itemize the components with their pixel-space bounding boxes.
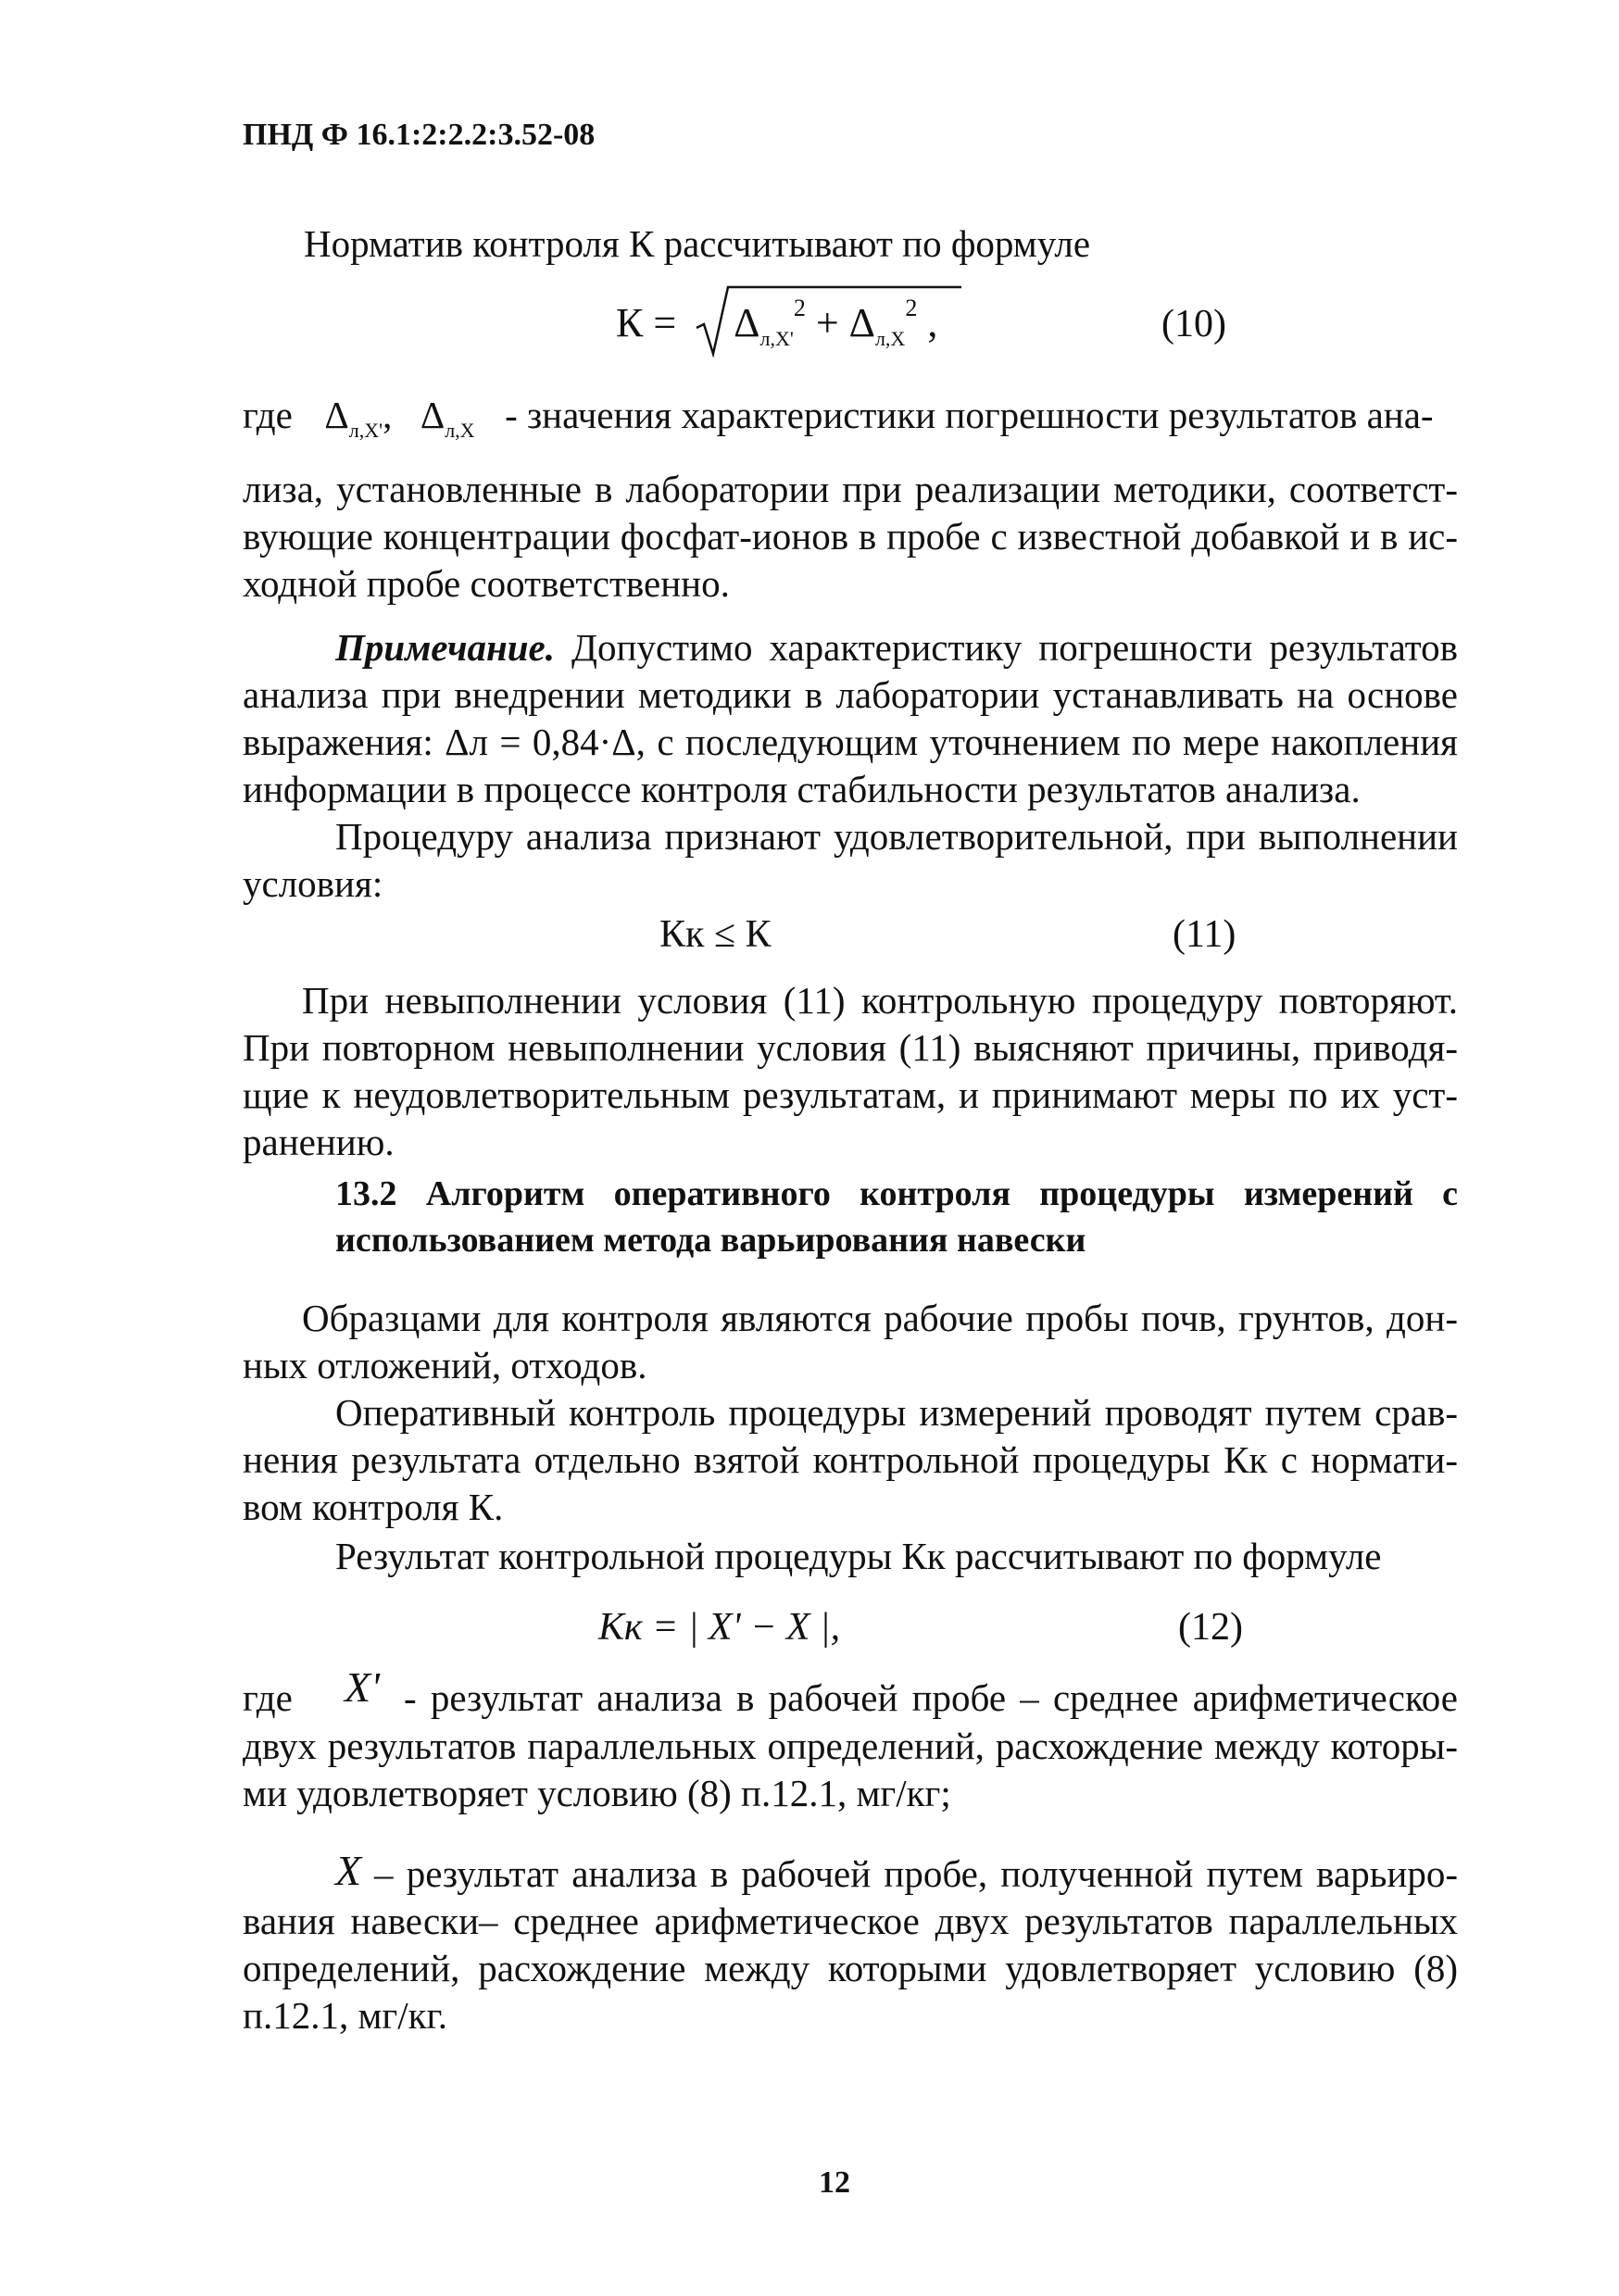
- formula-12: Кк = | X' − X |,: [598, 1606, 841, 1649]
- formula-10-plus: +: [815, 300, 839, 345]
- where-12-line2: двух результатов параллельных определений, расхождение между которы-: [243, 1725, 1458, 1767]
- equation-number-12: (12): [1178, 1606, 1243, 1649]
- formula-10-sup1: 2: [793, 295, 806, 321]
- where-10-sub2: л,Х: [445, 419, 475, 442]
- formula-10-lhs: К =: [616, 300, 677, 345]
- where-10-prefix: где: [243, 394, 293, 436]
- xdef-line1: – результат анализа в рабочей пробе, полученной путем варьиро-: [374, 1852, 1458, 1895]
- intro-line: Норматив контроля К рассчитывают по формуле: [304, 222, 1091, 265]
- note-label: Примечание.: [335, 626, 555, 669]
- document-code-header: ПНД Ф 16.1:2:2.2:3.52-08: [243, 118, 596, 152]
- note-line1: [335, 626, 1458, 670]
- formula-11: Кк ≤ К: [659, 913, 772, 956]
- formula-10-sup2: 2: [905, 295, 918, 321]
- repeat-line3: щие к неудовлетворительным результатам, и принимают меры по их уст-: [243, 1073, 1458, 1116]
- where-10-line1: [243, 394, 1434, 442]
- xdef-line3: определений, расхождение между которыми удовлетворяет условию (8): [243, 1947, 1458, 1989]
- result-line1: Результат контрольной процедуры Кк рассчитывают по формуле: [335, 1535, 1382, 1577]
- xdef-line4: п.12.1, мг/кг.: [243, 1994, 447, 2037]
- section-heading-line1: 13.2 Алгоритм оперативного контроля процедуры измерений с: [335, 1174, 1458, 1213]
- formula-10-sub1: л,Х': [759, 327, 794, 350]
- formula-10-sub2: л,Х: [874, 327, 906, 350]
- where-10-text-line1: - значения характеристики погрешности результатов ана-: [505, 394, 1434, 436]
- note-line3: выражения: Δл = 0,84·Δ, с последующим уточнением по мере накопления: [243, 721, 1458, 763]
- formula-10-sym2: Δ: [848, 300, 875, 345]
- where-10-text-line4: ходной пробе соответственно.: [243, 562, 730, 605]
- where-12-line3: ми удовлетворяет условию (8) п.12.1, мг/кг;: [243, 1772, 951, 1814]
- where-10-sym2: Δ: [420, 394, 446, 436]
- where-10-comma: ,: [383, 394, 393, 436]
- equation-number-10: (10): [1161, 303, 1226, 345]
- samples-line1: Образцами для контроля являются рабочие пробы почв, грунтов, дон-: [302, 1297, 1458, 1339]
- formula-10-tail: ,: [927, 300, 938, 345]
- repeat-line2: При повторном невыполнении условия (11) выясняют причины, приводя-: [243, 1026, 1458, 1069]
- operative-line1: Оперативный контроль процедуры измерений проводят путем срав-: [335, 1391, 1458, 1434]
- procedure-line2: условия:: [243, 862, 383, 905]
- samples-line2: ных отложений, отходов.: [243, 1344, 647, 1386]
- xdef-symbol: X: [335, 1847, 362, 1894]
- procedure-line1: Процедуру анализа признают удовлетворительной, при выполнении: [335, 815, 1458, 858]
- where-10-sym1: Δ: [324, 394, 349, 436]
- operative-line3: вом контроля К.: [243, 1486, 504, 1528]
- sqrt-sign: [695, 283, 963, 358]
- formula-10-sym1: Δ: [734, 300, 760, 345]
- repeat-line4: ранению.: [243, 1121, 395, 1163]
- note-line4: информации в процессе контроля стабильности результатов анализа.: [243, 768, 1361, 810]
- where-10-text-line2: лиза, установленные в лаборатории при реализации методики, соответст-: [243, 468, 1458, 510]
- section-heading-line2: использованием метода варьирования навески: [335, 1221, 1086, 1260]
- note-line2: анализа при внедрении методики в лаборатории устанавливать на основе: [243, 673, 1458, 716]
- where-10-sub1: л,Х': [348, 419, 383, 442]
- where-12-symbol: X': [345, 1663, 380, 1711]
- note-line1-rest: Допустимо характеристику погрешности результатов: [571, 626, 1458, 669]
- where-12-prefix: где: [243, 1676, 293, 1719]
- operative-line2: нения результата отдельно взятой контрольной процедуры Кк с нормати-: [243, 1438, 1458, 1481]
- xdef-line2: вания навески– среднее арифметическое двух результатов параллельных: [243, 1900, 1458, 1942]
- where-12-line1: - результат анализа в рабочей пробе – среднее арифметическое: [404, 1676, 1458, 1719]
- equation-number-11: (11): [1173, 913, 1236, 956]
- repeat-line1: При невыполнении условия (11) контрольную процедуру повторяют.: [302, 979, 1458, 1022]
- page-number: 12: [819, 2165, 850, 2200]
- where-10-text-line3: вующие концентрации фосфат-ионов в пробе с известной добавкой и в ис-: [243, 515, 1458, 558]
